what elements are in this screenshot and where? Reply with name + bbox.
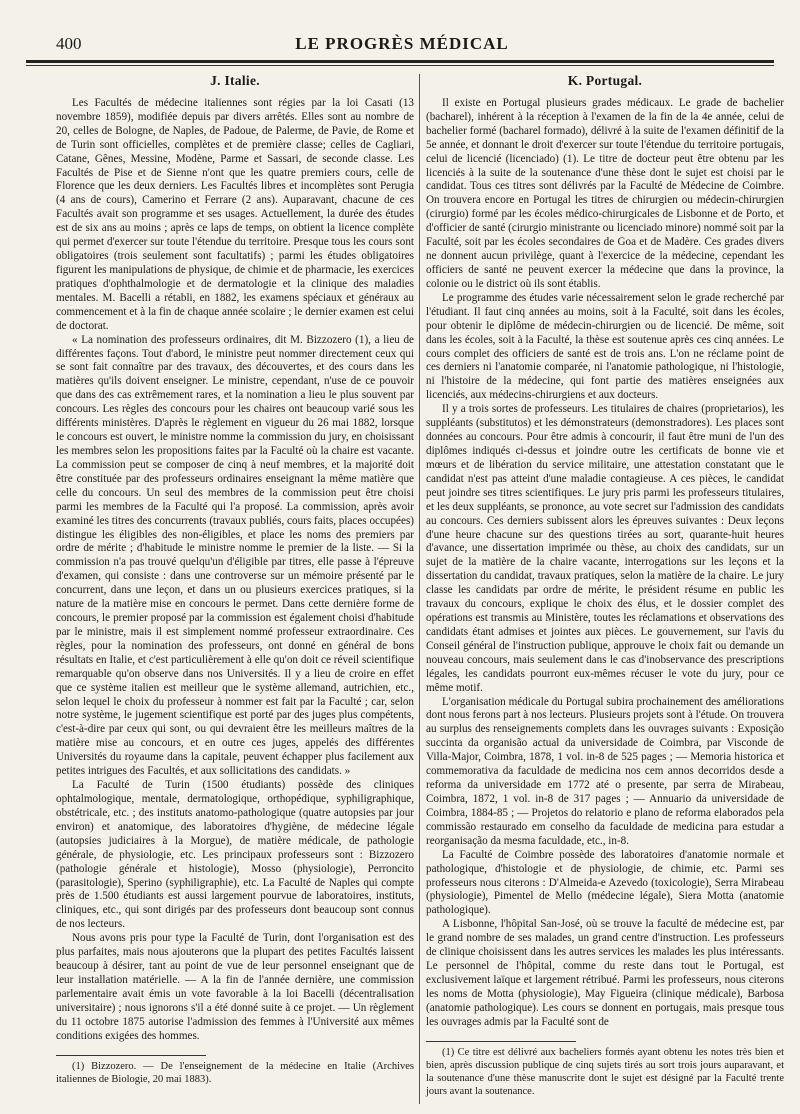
footnote: (1) Bizzozero. — De l'enseignement de la médecine en Italie (Archives italiennes de Biologie, 20 mai 1883). bbox=[56, 1060, 414, 1085]
paragraph: Nous avons pris pour type la Faculté de Turin, dont l'organisation est des plus parfaites, mais nous ajouterons que la plupart des petites Facultés laissent beaucoup à désirer, tant au point de vue de leur personnel enseignant que de leur installation matérielle. — A la fin de l'année dernière, une commission parlementaire avait émis un vote favorable à la loi Bacelli (décentralisation universitaire) ; nous ignorons s'il a été donné suite à ce projet. — Un règlement du 11 octobre 1875 autorise l'admission des femmes à l'Université aux mêmes conditions exigées des hommes. bbox=[56, 932, 414, 1042]
footnote-rule bbox=[426, 1041, 576, 1042]
paragraph: La Faculté de Turin (1500 étudiants) possède des cliniques ophtalmologique, mentale, dermatologique, orthopédique, syphiligraphique, obstétricale, etc. ; des instituts anatomo-pathologique (quatre autopsies par jour environ) et anatomique, des laboratoires d'hygiène, de médecine légale (autopsies judiciaires à la Morgue), de matière médicale, de pathologie générale, de physiologie, etc. Les principaux professeurs sont : Bizzozero (pathologie générale et histologie), Mosso (physiologie), Perroncito (parasitologie), Sperino (syphiligraphie), etc. La Faculté de Naples qui compte près de 1.500 étudiants est aussi largement pourvue de laboratoires, instituts, cliniques, etc., qui sont dirigés par des professeurs dont beaucoup sont connus de nos lecteurs. bbox=[56, 779, 414, 931]
paragraph: Il y a trois sortes de professeurs. Les titulaires de chaires (proprietarios), les suppléants (substitutos) et les démonstrateurs (demonstradores). Les places sont données au concours. Pour être admis à concourir, il faut être muni de l'un des diplômes indiqués ci-dessus et joindre outre les certificats de bonne vie et mœurs et de libération du service militaire, une attestation constatant que le candidat n'est pas atteint d'une maladie contagieuse. A ces pièces, le candidat peut joindre ses titres scientifiques. Le jury pris parmi les professeurs titulaires, et les deux suppléants, se prononce, au vote secret sur l'admission des candidats au concours. Ces derniers subissent alors les épreuves suivantes : Deux leçons d'une heure chacune sur des questions tirées au sort, quarante-huit heures d'avance, une dissertation imprimée ou thèse, au choix des candidats, sur un sujet de la matière de la chaire vacante, interrogations sur les leçons et la dissertation du candidat, travaux pratiques, selon la matière de la chaire. Le jury classe les candidats par ordre de mérite, le président résume en public les travaux du concours, explique le choix des élus, et le dossier complet des opérations est transmis au Ministère, toutes les réclamations et observations des candidats étant admises et jointes aux pièces. Le gouvernement, sur l'avis du Conseil général de l'instruction publique, approuve le choix fait ou demande un nouveau concours, mais seulement dans le cas d'inobservance des prescriptions légales, les candidats pourront eux-mêmes récuser le vote du jury, pour ce même motif. bbox=[426, 403, 784, 694]
paragraph: Le programme des études varie nécessairement selon le grade recherché par l'étudiant. Il faut cinq années au moins, soit à la Faculté, soit dans les écoles, pour obtenir le diplôme de médecin-chirurgien ou de licencié. De même, soit dans les écoles, soit à la Faculté, la thèse est soutenue après ces cinq années. Le cours complet des officiers de santé est de trois ans. L'on ne réclame point de ces derniers ni l'anatomie comparée, ni l'anatomie pathologique, ni l'histologie, ni l'histoire de la médecine, qui font partie des matières enseignées aux licenciés, aux médecins-chirurgiens et aux docteurs. bbox=[426, 291, 784, 402]
section-heading-portugal: K. Portugal. bbox=[567, 73, 643, 88]
paragraph: L'organisation médicale du Portugal subira prochainement des améliorations dont nous ferons part à nos lecteurs. Plusieurs projets sont à l'étude. On trouvera au surplus des renseignements complets dans les ouvrages suivants : Exposição succinta da organisão actual da universidade de Coimbra, par Visconde de Villa-Major, Coimbra, 1878, 1 vol. in-8 de 525 pages ; — Memoria historica et commemorativa da faculdade de medicina nos cem annos decorridos desde a reforma da universidade em 1772 até o presente, par serra de Mirabeau, Coimbra, 1872, 1 vol. in-8 de 317 pages ; — Annuario da universidade de Coimbra, 1884-85 ; — Projetos do relatorio e plano de reforma elaborados pela commissão restaurado em conselho da faculdade de medicina para estudar a reorganisação da mesma faculdade, etc., in-8. bbox=[426, 695, 784, 847]
footnote-rule bbox=[56, 1055, 206, 1056]
left-column bbox=[56, 74, 414, 1086]
paragraph: La Faculté de Coimbre possède des laboratoires d'anatomie normale et pathologique, d'histologie et de physiologie, de chimie, etc. Parmi ses professeurs nous citerons : D'Almeida-e Azevedo (toxicologie), Serra Mirabeau (physiologie), Pimentel de Mello (médecine légale), Siera Motta (anatomie pathologique). bbox=[426, 848, 784, 917]
paragraph: « La nomination des professeurs ordinaires, dit M. Bizzozero (1), a lieu de différentes façons. Tout d'abord, le ministre peut nommer directement ceux qui se sont fait connaître par des travaux, des découvertes, et des cours dans les matières qu'ils doivent enseigner. Le ministre, cependant, n'use de ce pouvoir que dans des cas extrêmement rares, et la nomination a lieu le plus souvent par concours. Les règles des concours pour les chaires ont beaucoup varié sous les différents ministères. D'après le règlement en vigueur du 26 mai 1882, lorsque le concours est ouvert, le ministre nomme la commission du jury, en choisissant les membres selon les propositions faites par la Faculté où la chaire est vacante. La commission peut se composer de cinq à neuf membres, et la majorité doit être constituée par des professeurs ordinaires enseignant la même matière que celle du concours. Un seul des membres de la commission peut être choisi parmi les membres de la Faculté qui l'a proposé. La commission, après avoir examiné les titres des concurrents (travaux publiés, cours faits, places occupées) distingue les éligibles des non-éligibles, et place les noms des premiers par ordre de mérite ; d'habitude le ministre nomme le premier de la liste. — Si la commission n'a pas trouvé quelqu'un d'éligible par titres, elle passe à l'épreuve d'examen, qui consiste : dans une controverse sur un mémoire présenté par le concurrent, dans une leçon, et dans un ou plusieurs exercices pratiques, si la nature de la matière mise en concours le permet. Dans cette dernière forme de concours, le premier proposé par la commission est également choisi d'habitude par le ministre, mais il est simplement nommé professeur extraordinaire. Ces règles, pour la nomination des professeurs, ont donné en général de bons résultats en Italie, et c'est particulièrement à elle qu'on doit ce réveil scientifique remarquable qu'on observe dans nos Universités. Il y a lieu de croire en effet que ce système italien est meilleur que le système allemand, autrichien, etc., selon lequel le choix du professeur à nommer est fait par la Faculté ; car, selon notre système, le jugement scientifique est porté par des juges plus compétents, c'est-à-dire par ceux qui sont, ou qui devraient être les meilleurs maîtres de la matière mise au concours, et en outre ces juges, appelés des différentes Universités du royaume dans la capitale, peuvent échapper plus facilement aux petites intrigues des Facultés, et aux sollicitations des candidats. » bbox=[56, 333, 414, 778]
header-rule-thin bbox=[26, 65, 774, 66]
footnote: (1) Ce titre est délivré aux bacheliers formés ayant obtenu les notes très bien et bien, après discussion publique de cinq sujets tirés au sort trois jours auparavant, et la soutenance d'une thèse manuscrite dont le sujet est désigné par la Faculté trente jours avant la soutenance. bbox=[426, 1046, 784, 1097]
paragraph: A Lisbonne, l'hôpital San-José, où se trouve la faculté de médecine est, par le grand nombre de ses malades, un grand centre d'instruction. Les professeurs de clinique choisissent dans les autres services les malades les plus intéressants. Le personnel de l'hôpital, comme du reste dans tout le Portugal, est exclusivement laïque et largement rétribué. Parmi les professeurs, nous citerons les noms de Motta (physiologie), May Figueira (clinique médicale), Barbosa (anatomie pathologique). Les cours se donnent en portugais, mais presque tous les ouvrages admis par la Faculté sont de bbox=[426, 918, 784, 1028]
column-divider bbox=[419, 74, 420, 1104]
paragraph: Il existe en Portugal plusieurs grades médicaux. Le grade de bachelier (bacharel), inhérent à la réception à l'examen de la fin de la 4e année, celui de bachelier formé (bacharel formado), délivré à la suite de l'examen définitif de la 5e année, et donnant le droit d'exercer sur toute l'étendue du territoire portugais, celui de licencié (licenciado) (1). Le titre de docteur peut être obtenu par les licenciés à la suite de la soutenance d'une thèse dont le sujet est choisi par le candidat. Tous ces titres sont délivrés par la Faculté de Médecine de Coimbre. On trouvera encore en Portugal les titres de chirurgien ou médecin-chirurgien (cirurgio) formé par les écoles médico-chirurgicales de Lisbonne et de Porto, et d'officier de santé (cirurgio ministrante ou licenciado minore) nommé soit par la Faculté, soit par les écoles secondaires de Goa et de Madère. Ces grades divers ne donnent aucun privilège, quant à l'exercice de la médecine, cependant les officiers de santé ne peuvent exercer la médecine que dans la province, la colonie ou le district où ils sont établis. bbox=[426, 96, 784, 290]
section-heading-italie: J. Italie. bbox=[210, 73, 260, 88]
right-column bbox=[426, 74, 784, 1098]
header-rule bbox=[26, 60, 774, 63]
page-number: 400 bbox=[56, 34, 82, 53]
paragraph: Les Facultés de médecine italiennes sont régies par la loi Casati (13 novembre 1859), modifiée depuis par divers arrêtés. Elles sont au nombre de 20, celles de Bologne, de Naples, de Padoue, de Palerme, de Pavie, de Rome et de Turin sont officielles, complètes et de première classe; celles de Cagliari, Catane, Gênes, Messine, Modène, Parme et Sassari, de seconde classe. Les Facultés de Pise et de Sienne n'ont que les quatre premiers cours, celle de Florence que les deux derniers. Les Facultés libres et incomplètes sont Perugia (4 ans de cours), Camerino et Ferrare (2 ans). Auparavant, chacune de ces Facultés avait son programme et ses usages. Actuellement, la durée des études est de six ans au moins ; après ce laps de temps, on obtient la licence complète qui permet d'exercer sur toute l'étendue du territoire. Presque tous les cours sont obligatoires (trois seulement sont facultatifs) ; parmi les études obligatoires figurent les manipulations de physique, de chimie et de pharmacie, les exercices pratiques d'ophthalmologie et de dermatologie et la clinique des maladies mentales. M. Bacelli a rétabli, en 1882, les examens spéciaux et généraux au commencement et à la fin de chaque année scolaire ; le dernier examen est celui de doctorat. bbox=[56, 96, 414, 332]
running-title: LE PROGRÈS MÉDICAL bbox=[295, 34, 509, 53]
page-header bbox=[30, 34, 774, 62]
